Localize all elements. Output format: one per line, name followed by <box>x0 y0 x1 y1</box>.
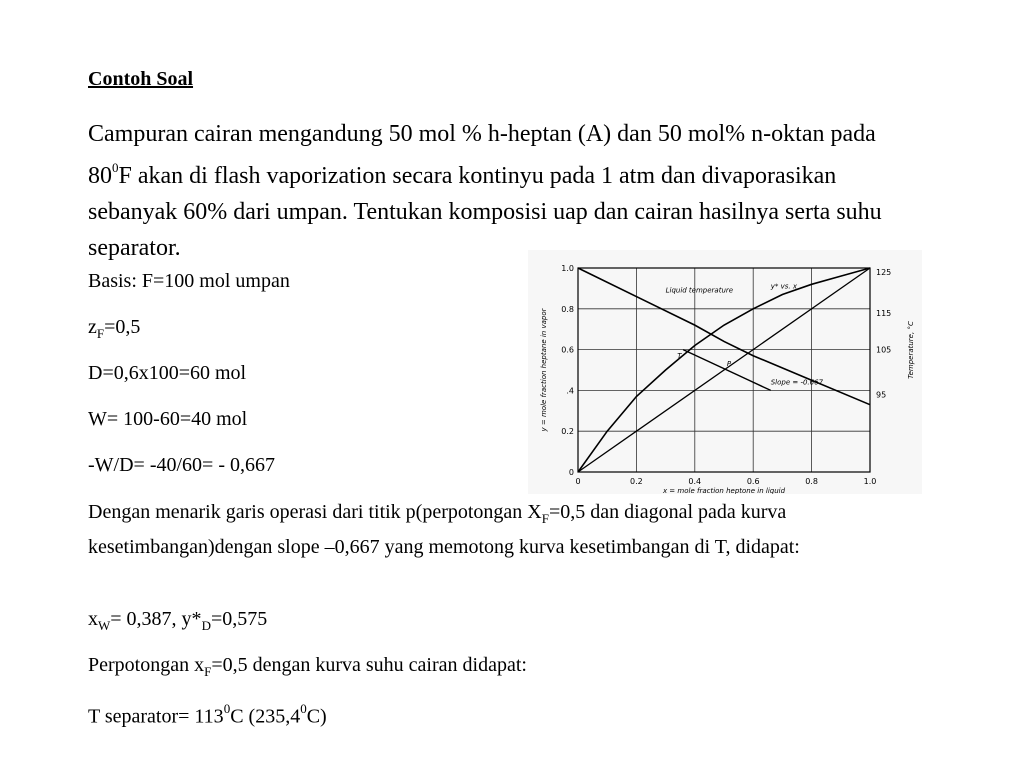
x-tick-label: 1.0 <box>863 477 877 486</box>
y-axis-label: y = mole fraction heptane in vapor <box>540 308 548 432</box>
y2-tick-label: 115 <box>876 308 892 318</box>
y2-tick-label: 125 <box>876 268 892 278</box>
heading: Contoh Soal <box>88 68 194 90</box>
temperature-line: T separator= $113^0C$ (235,4$^0$C) <box>88 701 327 728</box>
y2-tick-label: 95 <box>876 390 887 400</box>
y-tick-label: .4 <box>566 386 574 396</box>
annotation-equilibrium: y* vs. x <box>770 282 797 291</box>
intersection-line: Perpotongan $x_F=0,5$ dengan kurva suhu cairan didapat: <box>88 654 527 679</box>
annotation-p: P <box>726 359 732 368</box>
result-line: $x_W= 0,387$, $y*_D=0,575$ <box>88 608 268 633</box>
x-tick-label: 0.8 <box>805 477 818 486</box>
y2-tick-label: 105 <box>876 345 892 355</box>
annotation-liquid-temperature: Liquid temperature <box>665 286 734 295</box>
distillate-line: D=0,6x100=60 mol <box>88 362 247 384</box>
y-tick-label: 0.8 <box>561 304 574 314</box>
y2-axis-label: Temperature, °C <box>907 321 915 379</box>
slope-line: -W/D= -40/60= - 0,667 <box>88 454 275 476</box>
x-tick-label: 0.2 <box>630 477 643 486</box>
x-tick-label: 0 <box>575 477 581 486</box>
zf-line: $z_F=0,5$ <box>88 316 141 341</box>
waste-line: W= 100-60=40 mol <box>88 408 248 430</box>
x-tick-label: 0.6 <box>746 477 760 486</box>
y-tick-label: 0.2 <box>561 427 574 437</box>
annotation-t: T <box>677 351 682 360</box>
problem-statement: Campuran cairan mengandung 50 mol % h-heptan (A) dan 50 mol% n-oktan pada $80^0F$ akan di flash vaporization secara kontinyu pada 1 atm dan divaporasikan sebanyak 60% dari umpan. Tentukan komposisi uap dan cairan hasilnya serta suhu separator. <box>88 121 882 261</box>
basis-line: Basis: F=100 mol umpan <box>88 270 290 292</box>
annotation-slope: Slope = -0.667 <box>770 378 824 387</box>
y-tick-label: 0 <box>568 468 574 477</box>
x-axis-label: x = mole fraction heptone in liquid <box>662 487 786 494</box>
x-tick-label: 0.4 <box>688 477 702 486</box>
y-tick-label: 1.0 <box>561 264 574 273</box>
equilibrium-chart <box>528 250 922 494</box>
method-text: Dengan menarik garis operasi dari titik p(perpotongan $X_F=0,5$ dan diagonal pada kurva kesetimbangan)dengan slope –0,667 yang memotong kurva kesetimbangan di T, didapat: <box>88 501 800 558</box>
y-tick-label: 0.6 <box>561 345 574 355</box>
